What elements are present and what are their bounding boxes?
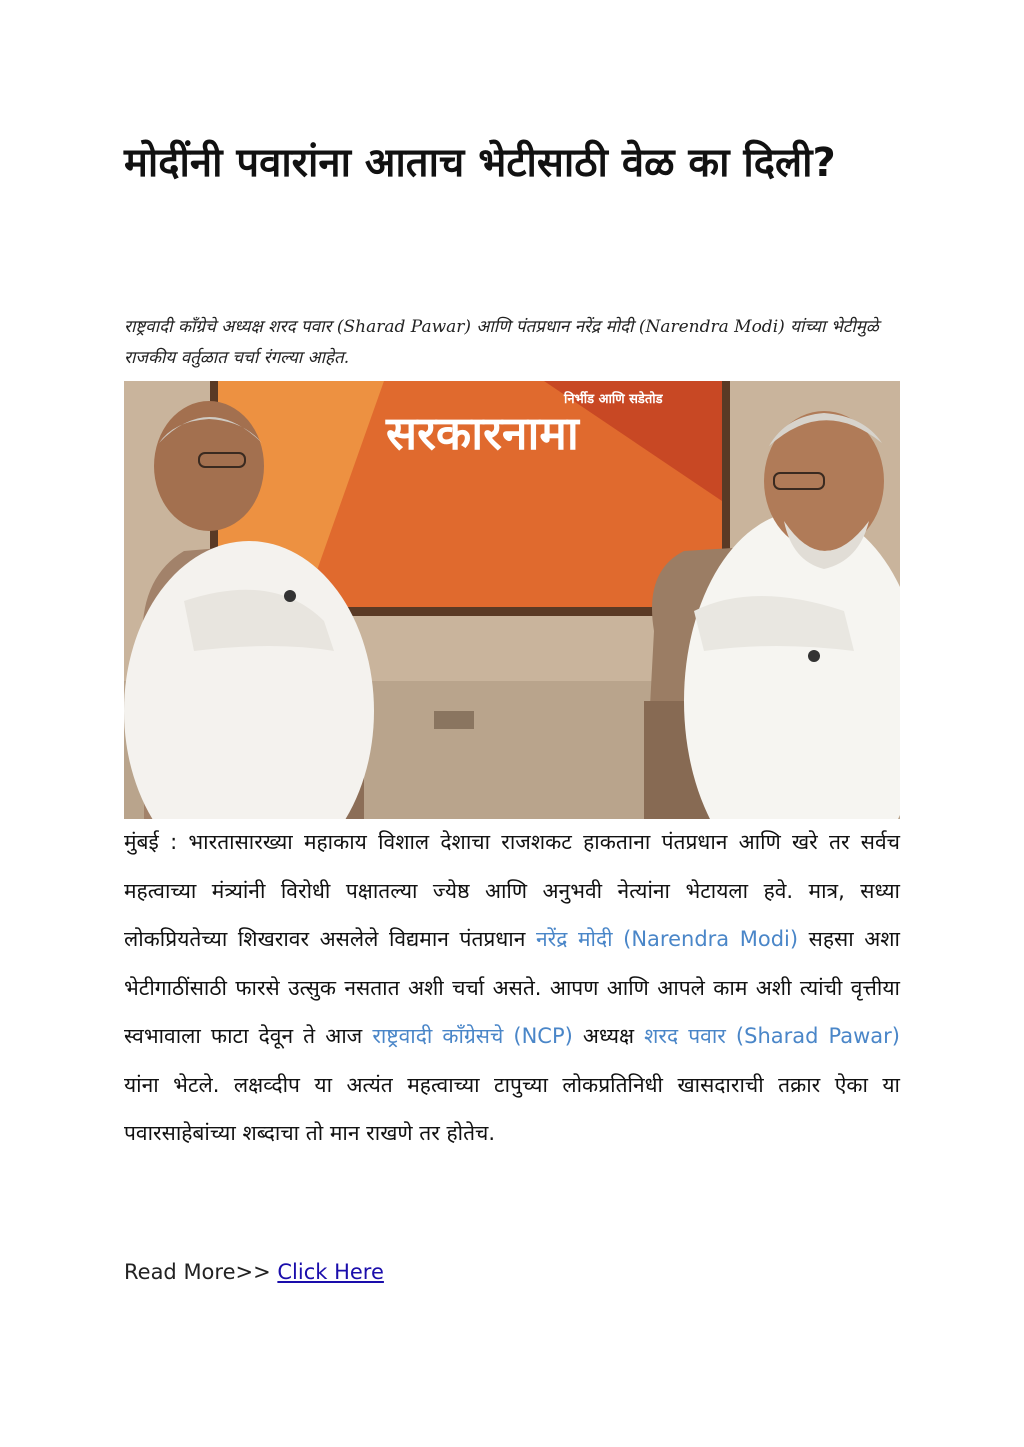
read-more-link[interactable]: Click Here — [277, 1260, 384, 1284]
photo-switch — [434, 711, 474, 729]
banner-masthead: सरकारनामा — [386, 406, 579, 460]
body-text-2: सहसा अशा भेटीगाठींसाठी फारसे उत्सुक नसतात अशी चर्चा असते. आपण आणि आपले काम अशी त्यांची वृत्तीया स्वभावाला फाटा देवून ते आज — [124, 927, 900, 1048]
read-more-label: Read More>> — [124, 1260, 278, 1284]
photo-illustration — [124, 381, 900, 819]
read-more — [124, 1254, 384, 1290]
link-sharad-pawar[interactable]: शरद पवार (Sharad Pawar) — [644, 1024, 900, 1048]
article-subtitle: राष्ट्रवादी काँग्रेचे अध्यक्ष शरद पवार (Sharad Pawar) आणि पंतप्रधान नरेंद्र मोदी (Narendra Modi) यांच्या भेटीमुळे राजकीय वर्तुळात चर्चा रंगल्या आहेत. — [124, 317, 879, 368]
body-text-4: यांना भेटले. लक्षव्दीप या अत्यंत महत्वाच्या टापुच्या लोकप्रतिनिधी खासदाराची तक्रार ऐका या पवारसाहेबांच्या शब्दाचा तो मान राखणे तर होतेच. — [124, 1072, 900, 1145]
body-paragraph — [124, 818, 900, 1158]
body-text-3: अध्यक्ष — [572, 1024, 645, 1048]
left-person-watch — [284, 590, 296, 602]
right-person-watch — [808, 650, 820, 662]
link-narendra-modi[interactable]: नरेंद्र मोदी (Narendra Modi) — [535, 927, 799, 951]
banner-tagline: निर्भीड आणि सडेतोड — [564, 392, 663, 407]
article-photo — [124, 381, 900, 819]
body-text-1: मुंबई : भारतासारख्या महाकाय विशाल देशाचा राजशकट हाकताना पंतप्रधान आणि खरे तर सर्वच महत्वाच्या मंत्र्यांनी विरोधी पक्षातल्या ज्येष्ठ आणि अनुभवी नेत्यांना भेटायला हवे. मात्र, सध्या लोकप्रियतेच्या शिखरावर असलेले विद्यमान पंतप्रधान — [124, 830, 900, 951]
article-body — [124, 818, 900, 1158]
article-title: मोदींनी पवारांना आताच भेटीसाठी वेळ का दिली? — [124, 140, 836, 186]
link-ncp[interactable]: राष्ट्रवादी कॉंग्रेसचे (NCP) — [372, 1024, 573, 1048]
